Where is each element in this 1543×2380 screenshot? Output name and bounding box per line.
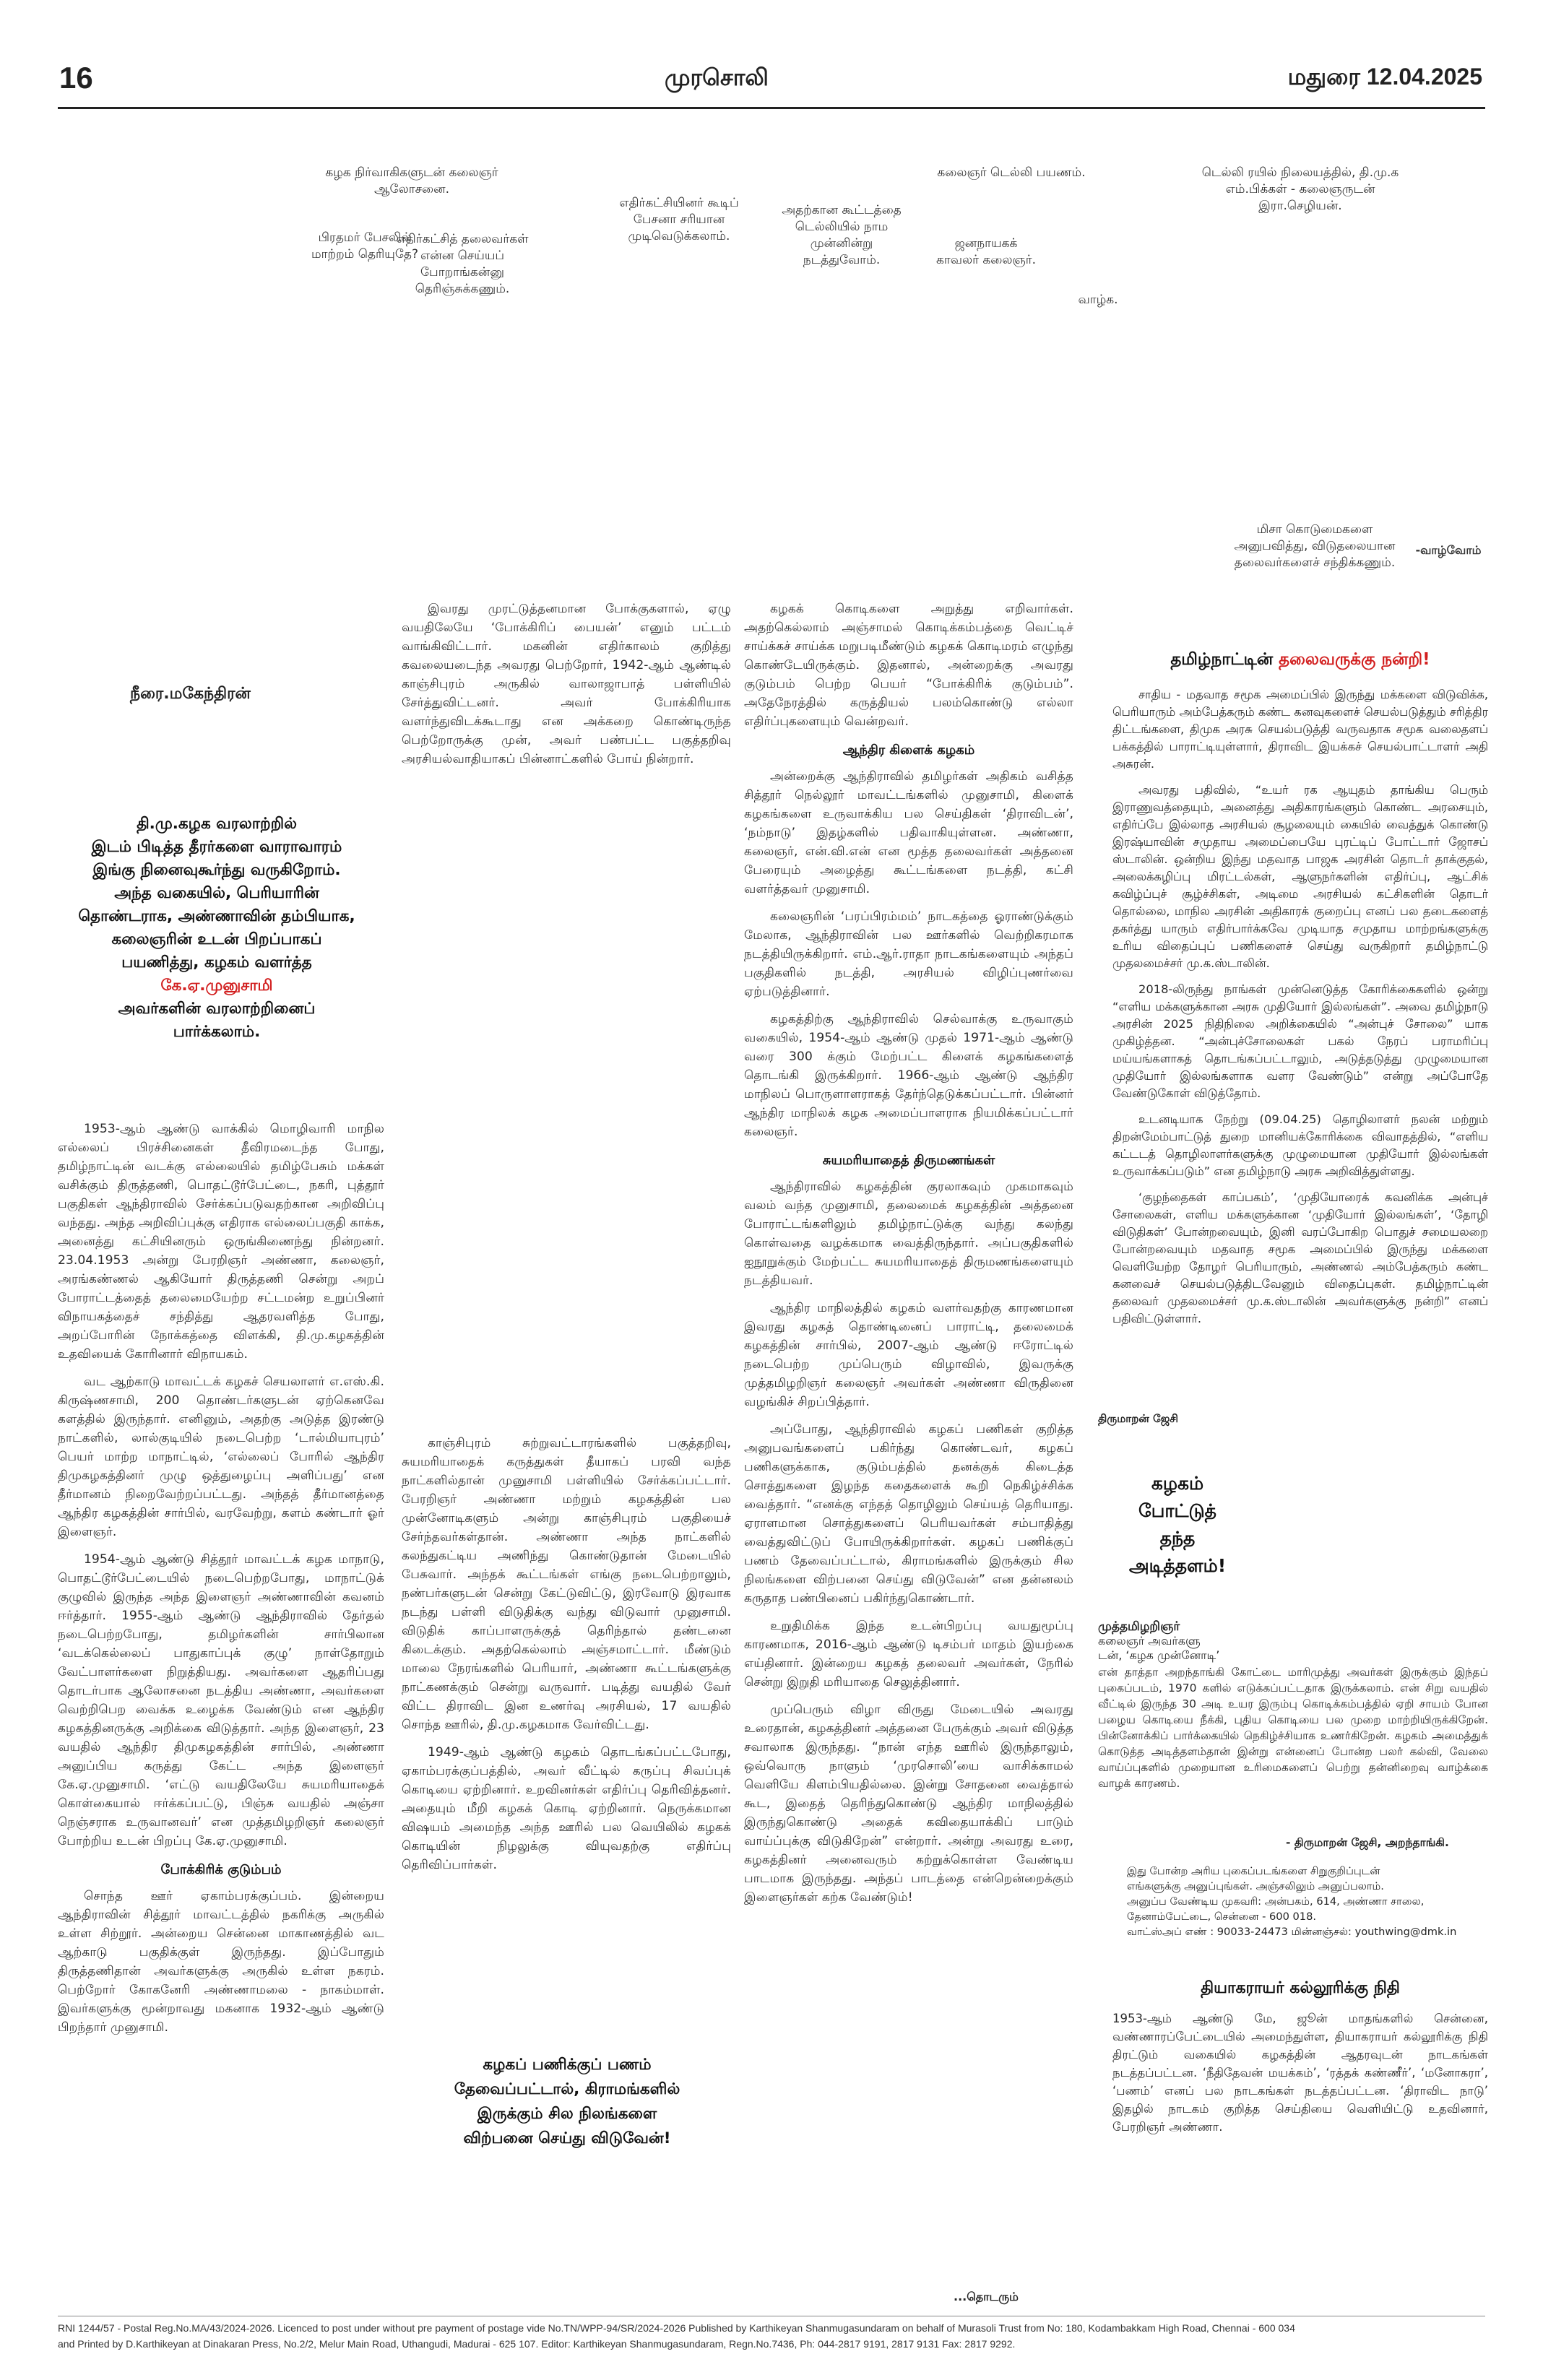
article-column-2b — [402, 1434, 735, 1883]
sidebar-body — [1112, 686, 1492, 1336]
feature-title-line: தந்த — [1159, 1528, 1196, 1549]
intro-line: இங்கு நினைவுகூர்ந்து வருகிறோம். — [92, 861, 341, 879]
paragraph: உறுதிமிக்க இந்த உடன்பிறப்பு வயதுமூப்பு காரணமாக, 2016-ஆம் ஆண்டு டிசம்பர் மாதம் இயற்கை எய்தினார். இன்றைய கழகத் தலைவர் அவர்கள், நேரில் சென்று இறுதி மரியாதை செலுத்தினார். — [744, 1619, 1078, 1689]
cartoon-caption-11: -வாழ்வோம் — [1415, 543, 1482, 557]
pull-quote-line: தேவைப்பட்டால், கிராமங்களில் — [454, 2080, 680, 2098]
article-column-2 — [402, 600, 735, 777]
article-column-3 — [744, 600, 1078, 1916]
paragraph: இவரது முரட்டுத்தனமான போக்குகளால், ஏழு வயதிலேயே ‘போக்கிரிப் பையன்’ எனும் பட்டம் வாங்கிவிட்டார். மகனின் எதிர்காலம் குறித்து கவலையடைந்த அவரது பெற்றோர், 1942-ஆம் ஆண்டில் காஞ்சிபுரம் அருகில் வாலாஜாபாத் பள்ளியில் சேர்த்துவிட்டனர். அவர் போக்கிரியாக வளர்ந்துவிடக்கூடாது என அக்கறை கொண்டிருந்த பெற்றோருக்கு முன், அவர் பண்பட்ட பகுத்தறிவு அரசியல்வாதியாகப் பின்னாட்களில் போய் நின்றார். — [402, 602, 735, 766]
paragraph: அன்றைக்கு ஆந்திராவில் தமிழர்கள் அதிகம் வசித்த சித்தூர் நெல்லூர் மாவட்டங்களில் முனுசாமி, கிளைக் கழகங்களை உருவாக்கிய பல செய்திகள் ‘திராவிடன்’, ‘நம்நாடு’ இதழ்களில் பதிவாகியுள்ளன. அண்ணா, கலைஞர், என்.வி.என் என மூத்த தலைவர்கள் அத்தனை பேரையும் அழைத்து கூட்டங்களை நடத்தி, கட்சி வளர்த்தவர் முனுசாமி. — [744, 769, 1078, 896]
cartoon-caption-3: எதிர்கட்சித் தலைவர்கள் என்ன செய்யப் போறாங்கன்னு தெரிஞ்சுக்கணும். — [396, 232, 529, 296]
feature-title-line: அடித்தளம்! — [1128, 1555, 1227, 1576]
article-column-1 — [58, 1120, 389, 2046]
paragraph: காஞ்சிபுரம் சுற்றுவட்டாரங்களில் பகுத்தறிவு, சுயமரியாதைக் கருத்துகள் தீயாகப் பரவி வந்த நாட்களில்தான் முனுசாமி பள்ளியில் சேர்க்கப்பட்டார். பேரறிஞர் அண்ணா மற்றும் கழகத்தின் பல முன்னோடிகளும் அன்று காஞ்சிபுரம் பகுதியைச் சேர்ந்தவர்கள்தான். அண்ணா அந்த நாட்களில் கலந்துகட்டிய அணிந்து கொண்டுதான் மேடையில் பேசுவார். அந்தக் கூட்டங்கள் எங்கு நடைபெற்றாலும், நண்பர்களுடன் சென்று கேட்டுவிட்டு, இரவோடு இரவாக நடந்து பள்ளி விடுதிக்கு வந்து விடுவார் முனுசாமி. விடுதிக் காப்பாளருக்குத் தெரிந்தால் தண்டனை கிடைக்கும். அதற்கெல்லாம் அஞ்சமாட்டார். மீண்டும் மாலை நேரங்களில் பெரியார், அண்ணா கூட்டங்களுக்கு நாட்கணக்கும் சென்று வருவார். படித்து வயதில் வேர் விட்ட திராவிட இன உணர்வு அரசியல், 17 வயதில் சொந்த ஊரில், தி.மு.கழகமாக வேர்விட்டது. — [402, 1436, 735, 1732]
subheading: போக்கிரிக் குடும்பம் — [160, 1862, 282, 1877]
sidebar-title — [1112, 650, 1488, 671]
paragraph: 1953-ஆம் ஆண்டு மே, ஜூன் மாதங்களில் சென்னை, வண்ணாரப்பேட்டையில் அமைந்துள்ள, தியாகராயர் கல்லூரிக்கு நிதி திரட்டும் வகையில் கழகத்தின் ஆதரவுடன் நாடகங்கள் நடத்தப்பட்டன. ‘நீதிதேவன் மயக்கம்’, ‘ரத்தக் கண்ணீர்’, ‘மனோகரா’, ‘பணம்’ எனப் பல நாடகங்கள் நடத்தப்பட்டன. ‘திராவிட நாடு’ இதழில் நாடகம் குறித்த செய்தியை வெளியிட்டு உதவினார், பேரறிஞர் அண்ணா. — [1112, 2012, 1492, 2134]
paragraph: அப்போது, ஆந்திராவில் கழகப் பணிகள் குறித்த அனுபவங்களைப் பகிர்ந்து கொண்டவர், கழகப் பணிகளுக்காக, குடும்பத்தில் தனக்குக் கிடைத்த சொத்துகளை இழந்த கதைகளைக் கூறி நெகிழ்ச்சிக்க வைத்தார். “எனக்கு எந்தத் தொழிலும் செய்யத் தெரியாது. ஏராளமான சொத்துகளைப் பெரியவர்கள் சம்பாதித்து வைத்துவிட்டுப் போயிருக்கிறார்கள். கழகப் பணிக்குப் பணம் தேவைப்பட்டால், கிராமங்களில் இருக்கும் சில நிலங்களை விற்பனை செய்து விடுவேன்” என தன்னலம் கருதாத பண்பினைப் பகிர்ந்துகொண்டார். — [744, 1422, 1078, 1606]
notice-line: தேனாம்பேட்டை, சென்னை - 600 018. — [1127, 1911, 1317, 1923]
sidebar-title-prefix: தமிழ்நாட்டின் — [1170, 650, 1279, 669]
intro-name: கே.ஏ.முனுசாமி — [160, 977, 273, 995]
cartoon-caption-1: கழக நிர்வாகிகளுடன் கலைஞர் ஆலோசனை. — [325, 165, 498, 196]
intro-line: அவர்களின் வரலாற்றினைப் — [118, 1000, 316, 1018]
salutation-line: கலைஞர் அவர்களு — [1098, 1634, 1201, 1648]
paragraph: கழகத்திற்கு ஆந்திராவில் செல்வாக்கு உருவாகும் வகையில், 1954-ஆம் ஆண்டு முதல் 1971-ஆம் ஆண்டு வரை 300 க்கும் மேற்பட்ட கிளைக் கழகங்களைத் தொடங்கி இருக்கிறார். 1966-ஆம் ஆண்டு ஆந்திர மாநிலப் பொருளாளராகத் தேர்ந்தெடுக்கப்பட்டார். பின்னர் ஆந்திர மாநிலக் கழக அமைப்பாளராக நியமிக்கப்பட்டார் கலைஞர். — [744, 1012, 1078, 1139]
paragraph: 2018-லிருந்து நாங்கள் முன்னெடுத்த கோரிக்கைகளில் ஒன்று “எளிய மக்களுக்கான அரசு முதியோர் இல்லங்கள்”. அவை தமிழ்நாடு அரசின் 2025 நிதிநிலை அறிக்கையில் “அன்புச் சோலை” யாக முகிழ்த்தன. “அன்புச்சோலைகள் பகல் நேரப் பராமரிப்பு மய்யங்களாகத் தொடங்கப்பட்டாலும், அடுத்தடுத்து முழுமையான முதியோர் இல்லங்களாக வளர வேண்டும்” என்று அப்போதே வேண்டுகோள் விடுத்தோம். — [1112, 982, 1492, 1100]
feature-author: திருமாறன் ஜேசி — [1098, 1412, 1178, 1425]
pull-quote — [405, 2053, 730, 2151]
subheading: ஆந்திர கிளைக் கழகம் — [842, 743, 975, 758]
cartoon-caption-6: கலைஞர் டெல்லி பயணம். — [937, 165, 1086, 180]
paragraph: என் தாத்தா அறந்தாங்கி கோட்டை மாரிமுத்து அவர்கள் இருக்கும் இந்தப் புகைப்படம், 1970 களில் எடுக்கப்பட்டதாக இருக்கலாம். என் சிறு வயதில் வீட்டில் இருந்த 30 அடி உயர இரும்பு கொடிக்கம்பத்தில் ஏறி சாயம் போன பழைய கொடியை நீக்கி, புதிய கொடியை பல முறை மாற்றியிருக்கிறேன். பின்னோக்கிப் பார்க்கையில் நெகிழ்ச்சியாக உணர்கிறேன். கழகம் அமைத்துக் கொடுத்த அடித்தளம்தான் இன்று என்னைப் போன்ற பலர் கல்வி, வேலை வாய்ப்புகளில் முறையான உரிமைகளைப் பெற்று தன்னிறைவு வாழ்க்கை வாழக் காரணம். — [1098, 1666, 1492, 1790]
footer-imprint — [58, 2320, 1485, 2352]
sidebar2-title: தியாகராயர் கல்லூரிக்கு நிதி — [1201, 1979, 1400, 1997]
paragraph: கலைஞரின் ‘பரப்பிரம்மம்’ நாடகத்தை ஓராண்டுக்கும் மேலாக, ஆந்திராவின் பல ஊர்களில் வெற்றிகரமாக நடத்தியிருக்கிறார். எம்.ஆர்.ராதா நாடகங்களையும் அந்தப் பகுதிகளில் நடத்தி, அரசியல் விழிப்புணர்வை ஏற்படுத்தினார். — [744, 909, 1078, 999]
notice-line: எங்களுக்கு அனுப்புங்கள். அஞ்சலிலும் அனுப்பலாம். — [1127, 1880, 1384, 1892]
paragraph: ஆந்திராவில் கழகத்தின் குரலாகவும் முகமாகவும் வலம் வந்த முனுசாமி, தலைமைக் கழகத்தின் அத்தனை போராட்டங்களிலும் தமிழ்நாட்டுக்கு வந்து கலந்து கொள்வதை வழக்கமாக வைத்திருந்தார். அப்பகுதிகளில் ஐநூறுக்கும் மேற்பட்ட சுயமரியாதைத் திருமணங்களையும் நடத்தியவர். — [744, 1180, 1078, 1288]
pull-quote-line: இருக்கும் சில நிலங்களை — [477, 2105, 657, 2123]
intro-line: அந்த வகையில், பெரியாரின் — [114, 884, 319, 902]
intro-line: கலைஞரின் உடன் பிறப்பாகப் — [111, 930, 322, 948]
feature-body — [1098, 1664, 1492, 1800]
feature-title-line: கழகம் — [1151, 1473, 1204, 1494]
sidebar2-body — [1112, 2009, 1492, 2145]
feature-title — [1069, 1470, 1286, 1580]
paragraph: சாதிய - மதவாத சமூக அமைப்பில் இருந்து மக்களை விடுவிக்க, பெரியாரும் அம்பேத்கரும் கண்ட கனவுகளைச் செயல்படுத்தும் சரித்திர திட்டங்களை, திமுக அரசு செயல்படுத்தி வருவதாக சமூக வலைதளப் பக்கத்தில் பாராட்டியுள்ளார், திராவிட இயக்கச் செயல்பாட்டாளர் அதி அசுரன். — [1112, 688, 1492, 771]
intro-line: தொண்டராக, அண்ணாவின் தம்பியாக, — [78, 907, 355, 925]
paragraph: முப்பெரும் விழா விருது மேடையில் அவரது உரைதான், கழகத்தினர் அத்தனை பேருக்கும் அவர் விடுத்த சவாலாக இருந்தது. “நான் எந்த ஊரில் இருந்தாலும், ஒவ்வொரு நாளும் ‘முரசொலி’யை வாசிக்காமல் வெளியே கிளம்பியதில்லை. இன்று சோதனை வைத்தால் கூட, இதைத் தெரிந்துகொண்டு ஆந்திர மாநிலத்தில் இருந்துகொண்டு அதைக் கவிதையாக்கிப் பாடும் வாய்ப்புக்கு விடுகிறேன்” என்றார். அன்று அவரது உரை, கழகத்தினர் அனைவரும் கற்றுக்கொள்ள வேண்டிய பாடமாக இருந்தது. அந்தப் பாடத்தை என்றென்றைக்கும் இளைஞர்கள் கற்க வேண்டும்! — [744, 1702, 1078, 1905]
notice-line: அனுப்ப வேண்டிய முகவரி: அன்பகம், 614, அண்ணா சாலை, — [1127, 1895, 1425, 1908]
notice-line: இது போன்ற அரிய புகைப்படங்களை சிறுகுறிப்புடன் — [1127, 1865, 1380, 1877]
salutation-line: டன், ‘கழக முன்னோடி’ — [1098, 1648, 1220, 1662]
cartoon-caption-8: வாழ்க. — [1078, 293, 1118, 307]
article-author: நீரை.மகேந்திரன் — [130, 685, 251, 703]
feature-salutation — [1098, 1619, 1271, 1663]
submission-notice — [1127, 1864, 1488, 1939]
salutation-line: முத்தமிழறிஞர் — [1098, 1619, 1180, 1634]
cartoon-caption-9: டெல்லி ரயில் நிலையத்தில், தி.மு.க எம்.பிக்கள் - கலைஞருடன் இரா.செழியன். — [1201, 165, 1399, 213]
cartoon-caption-10: மிசா கொடுமைகளை அனுபவித்து, விடுதலையான தலைவர்களைச் சந்திக்கணும். — [1234, 522, 1396, 570]
feature-signature: - திருமாறன் ஜேசி, அறந்தாங்கி. — [1286, 1836, 1449, 1849]
continued-label: ...தொடரும் — [954, 2290, 1019, 2303]
page-number: 16 — [59, 61, 93, 95]
paragraph: 1949-ஆம் ஆண்டு கழகம் தொடங்கப்பட்டபோது, ஏகாம்பரக்குப்பத்தில், அவர் வீட்டில் கருப்பு சிவப்புக் கொடியை ஏற்றினார். உறவினர்கள் எதிர்ப்பு தெரிவித்தனர். அதையும் மீறி கழகக் கொடி ஏற்றினார். நெருக்கமான விஷயம் அமைந்த அந்த ஊரில் பல வெயிலில் கழகக் கொடியின் நிழலுக்கு வியுவதற்கு எதிர்ப்பு தெரிவிப்பார்கள். — [402, 1745, 735, 1872]
dateline: மதுரை 12.04.2025 — [1287, 64, 1482, 90]
intro-line: பார்க்கலாம். — [173, 1023, 261, 1041]
paragraph: ஆந்திர மாநிலத்தில் கழகம் வளர்வதற்கு காரணமான இவரது கழகத் தொண்டினைப் பாராட்டி, தலைமைக் கழகத்தின் சார்பில், 2007-ஆம் ஆண்டு ஈரோட்டில் நடைபெற்ற முப்பெரும் விழாவில், இவருக்கு முத்தமிழறிஞர் கலைஞர் அவர்கள் அண்ணா விருதினை வழங்கிச் சிறப்பித்தார். — [744, 1301, 1078, 1409]
cartoon-caption-4: எதிர்கட்சியினர் கூடிப் பேசனா சரியான முடிவெடுக்கலாம். — [619, 196, 739, 243]
notice-line: வாட்ஸ்அப் எண் : 90033-24473 மின்னஞ்சல்: youthwing@dmk.in — [1127, 1926, 1457, 1938]
article-intro — [58, 813, 376, 1044]
footer-line: RNI 1244/57 - Postal Reg.No.MA/43/2024-2026. Licenced to post under without pre payment of postage vide No.TN/WPP-94/SR/2024-2026 Published by Karthikeyan Shanmugasundaram on behalf of Murasoli Trust from No: 180, Kodambakkam High Road, Chennai - 600 034 — [58, 2322, 1295, 2334]
intro-line: தி.மு.கழக வரலாற்றில் — [137, 815, 297, 833]
intro-line: இடம் பிடித்த தீரர்களை வாராவாரம் — [91, 838, 342, 856]
footer-line: and Printed by D.Karthikeyan at Dinakaran Press, No.2/2, Melur Main Road, Uthangudi, Madurai - 625 107. Editor: Karthikeyan Shanmugasundaram, Regn.No.7436, Ph: 044-2817 9191, 2817 9131 Fax: 2817 9292. — [58, 2338, 1016, 2350]
paragraph: 1953-ஆம் ஆண்டு வாக்கில் மொழிவாரி மாநில எல்லைப் பிரச்சினைகள் தீவிரமடைந்த போது, தமிழ்நாட்டின் வடக்கு எல்லையில் தமிழ்பேசும் மக்கள் வசிக்கும் திருத்தணி, பொதட்டூர்பேட்டை, நகரி, புத்தூர் பகுதிகள் ஆந்திராவில் சேர்க்கப்படுவதற்கான அறிவிப்பு வந்தது. அந்த அறிவிப்புக்கு எதிராக எல்லைப்பகுதி காக்க, அனைத்து கட்சியினரும் ஒருங்கிணைந்து நின்றனர். 23.04.1953 அன்று பேரறிஞர் அண்ணா, கலைஞர், அரங்கண்ணல் ஆகியோர் திருத்தணி சென்று அறப் போராட்டத்தைத் தலைமையேற்ற சட்டமன்ற உறுப்பினர் விநாயகத்தைச் சந்தித்து ஆதரவளித்த போது, அறப்போரின் நோக்கத்தை விளக்கி, தி.மு.கழகத்தின் உதவியைக் கோரினார் விநாயகம். — [58, 1122, 389, 1362]
paragraph: வட ஆற்காடு மாவட்டக் கழகச் செயலாளர் எ.எஸ்.கி. கிருஷ்ணசாமி, 200 தொண்டர்களுடன் ஏற்கெனவே களத்தில் இருந்தார். எனினும், அதற்கு அடுத்த இரண்டு நாட்களில், லால்குடியில் நடைபெற்ற ‘டால்மியாபுரம்’ பெயர் மாற்ற மாநாட்டில், ‘எல்லைப் போரில் ஆந்திர திமுகழகத்தினர் முழு ஒத்துழைப்பு அளிப்பது’ என தீர்மானம் நிறைவேற்றப்பட்டது. அந்தத் தீர்மானத்தை ஆந்திர கழகத்தின் சார்பில், வரவேற்று, களம் கண்டார் ஓர் இளைஞர். — [58, 1375, 389, 1539]
masthead: முரசொலி — [665, 64, 769, 91]
paragraph: சொந்த ஊர் ஏகாம்பரக்குப்பம். இன்றைய ஆந்திராவின் சித்தூர் மாவட்டத்தில் நகரிக்கு அருகில் உள்ள சிற்றூர். அன்றைய சென்னை மாகாணத்தில் வட ஆற்காடு பகுதிக்குள் இருந்தது. இப்போதும் திருத்தணிதான் அவர்களுக்கு அருகில் உள்ள நகரம். பெற்றோர் கோகனேரி அண்ணாமலை - நாகம்மாள். இவர்களுக்கு மூன்றாவது மகனாக 1932-ஆம் ஆண்டு பிறந்தார் முனுசாமி. — [58, 1889, 389, 2035]
paragraph: ‘குழந்தைகள் காப்பகம்’, ‘முதியோரைக் கவனிக்க அன்புச் சோலைகள், எளிய மக்களுக்கான ‘முதியோர் இல்லங்கள்’, ‘தோழி விடுதிகள்’ போன்றவையும், இனி வரப்போகிற பொதுச் சமையலறை போன்றவையும் மதவாத சமூக அமைப்பில் இருந்து மக்களை வெளியேற்ற தோழர் பெரியாரும், அண்ணல் அம்பேத்கரும் கண்ட கனவைச் செயல்படுத்திடவேனும் விதைப்புகள். தமிழ்நாட்டின் தலைவர் முதலமைச்சர் மு.க.ஸ்டாலின் அவர்களுக்கு நன்றி” எனப் பதிவிட்டுள்ளார். — [1112, 1190, 1492, 1325]
subheading: சுயமரியாதைத் திருமணங்கள் — [822, 1153, 995, 1168]
sidebar-title-highlight: தலைவருக்கு நன்றி! — [1279, 650, 1430, 669]
paragraph: கழகக் கொடிகளை அறுத்து எறிவார்கள். அதற்கெல்லாம் அஞ்சாமல் கொடிக்கம்பத்தை வெட்டிச் சாய்க்கச் சாய்க்க மறுபடிமீண்டும் கழகக் கொடிமரம் எழுந்து கொண்டேயிருக்கும். இதனால், அன்றைக்கு அவரது குடும்பம் பெற்ற பெயர் “போக்கிரிக் குடும்பம்”. அதேநேரத்தில் கருத்தியல் பலம்கொண்டு எல்லா எதிர்ப்புகளையும் வென்றவர். — [744, 602, 1078, 729]
cartoon-caption-2: பிரதமர் பேசலில் மாற்றம் தெரியுதே? — [311, 230, 419, 261]
paragraph: உடனடியாக நேற்று (09.04.25) தொழிலாளர் நலன் மற்றும் திறன்மேம்பாட்டுத் துறை மானியக்கோரிக்கை விவாதத்தில், “எளிய கட்டடத் தொழிலாளர்களுக்கு முழுமையான முதியோர் இல்லங்கள் உருவாக்கப்படும்” என தமிழ்நாடு அரசு அறிவித்துள்ளது. — [1112, 1112, 1492, 1178]
cartoon-caption-5: அதற்கான கூட்டத்தை டெல்லியில் நாம முன்னின்று நடத்துவோம். — [782, 203, 902, 267]
intro-line: பயணித்து, கழகம் வளர்த்த — [121, 953, 312, 972]
pull-quote-line: கழகப் பணிக்குப் பணம் — [483, 2056, 652, 2074]
cartoon-caption-7: ஜனநாயகக் காவலர் கலைஞர். — [935, 236, 1037, 267]
paragraph: 1954-ஆம் ஆண்டு சித்தூர் மாவட்டக் கழக மாநாடு, பொதட்டூர்பேட்டையில் நடைபெற்றபோது, மாநாட்டுக் குழுவில் இருந்த அந்த இளைஞர் அண்ணாவின் கவனம் ஈர்த்தார். 1955-ஆம் ஆண்டு ஆந்திராவில் தேர்தல் நடைபெற்றபோது, தமிழர்களின் சார்பிலான ‘வடக்கெல்லைப் பாதுகாப்புக் குழு’ நாள்தோறும் வேட்பாளர்களை நிறுத்தியது. அவர்களை ஆதரிப்பது தொடர்பாக ஆலோசனை நடத்திய அண்ணா, அவர்களை வெற்றிபெற வைக்க உழைக்க வேண்டும் என ஆந்திர கழகத்தினருக்கு அறிக்கை விடுத்தார். அந்த இளைஞர், 23 வயதில் ஆந்திர திமுகழகத்தின் சார்பில், அண்ணா அனுப்பிய கருத்து கேட்ட அந்த இளைஞர் கே.ஏ.முனுசாமி. ‘எட்டு வயதிலேயே சுயமரியாதைக் கொள்கையால் ஈர்க்கப்பட்டு, பிஞ்சு வயதில் அஞ்சா நெஞ்சராக உருவானவர்’ என முத்தமிழறிஞர் கலைஞர் போற்றிய உடன் பிறப்பு கே.ஏ.முனுசாமி. — [58, 1552, 389, 1848]
feature-title-line: போட்டுத் — [1138, 1500, 1216, 1521]
header-rule — [58, 107, 1485, 109]
paragraph: அவரது பதிவில், “உயர் ரக ஆயுதம் தாங்கிய பெரும் இராணுவத்தையும், அனைத்து அதிகாரங்களும் கொண்ட அரசையும், எதிர்ப்பே இல்லாத அரசியல் சூழலையும் கையில் வைத்துக் கொண்டு இரஷ்யாவின் சமுதாய அமைப்பையே புரட்டிப் போட்டார் ஜோசப் ஸ்டாலின். ஒன்றிய இந்து மதவாத பாஜக அரசின் தொடர் தாக்குதல், அலைக்கழிப்பு மிரட்டல்கள், ஆளுநர்களின் எதிர்ப்பு, ஆட்சிக் கவிழ்ப்புச் சூழ்ச்சிகள், அடிமை அரசியல் கட்சிகளின் தொடர் தொல்லை, மாநில அரசின் அதிகாரக் குறைப்பு எனப் பல தடைகளைத் தகர்த்து யாரும் எதிர்பார்க்கவே முடியாத சமுதாய மாற்றங்களுக்கு உரிய விதைப்புப் பணிகளைச் செய்து வருகிறார் தமிழ்நாட்டு முதலமைச்சர் மு.க.ஸ்டாலின். — [1112, 783, 1492, 970]
pull-quote-line: விற்பனை செய்து விடுவேன்! — [463, 2129, 671, 2147]
